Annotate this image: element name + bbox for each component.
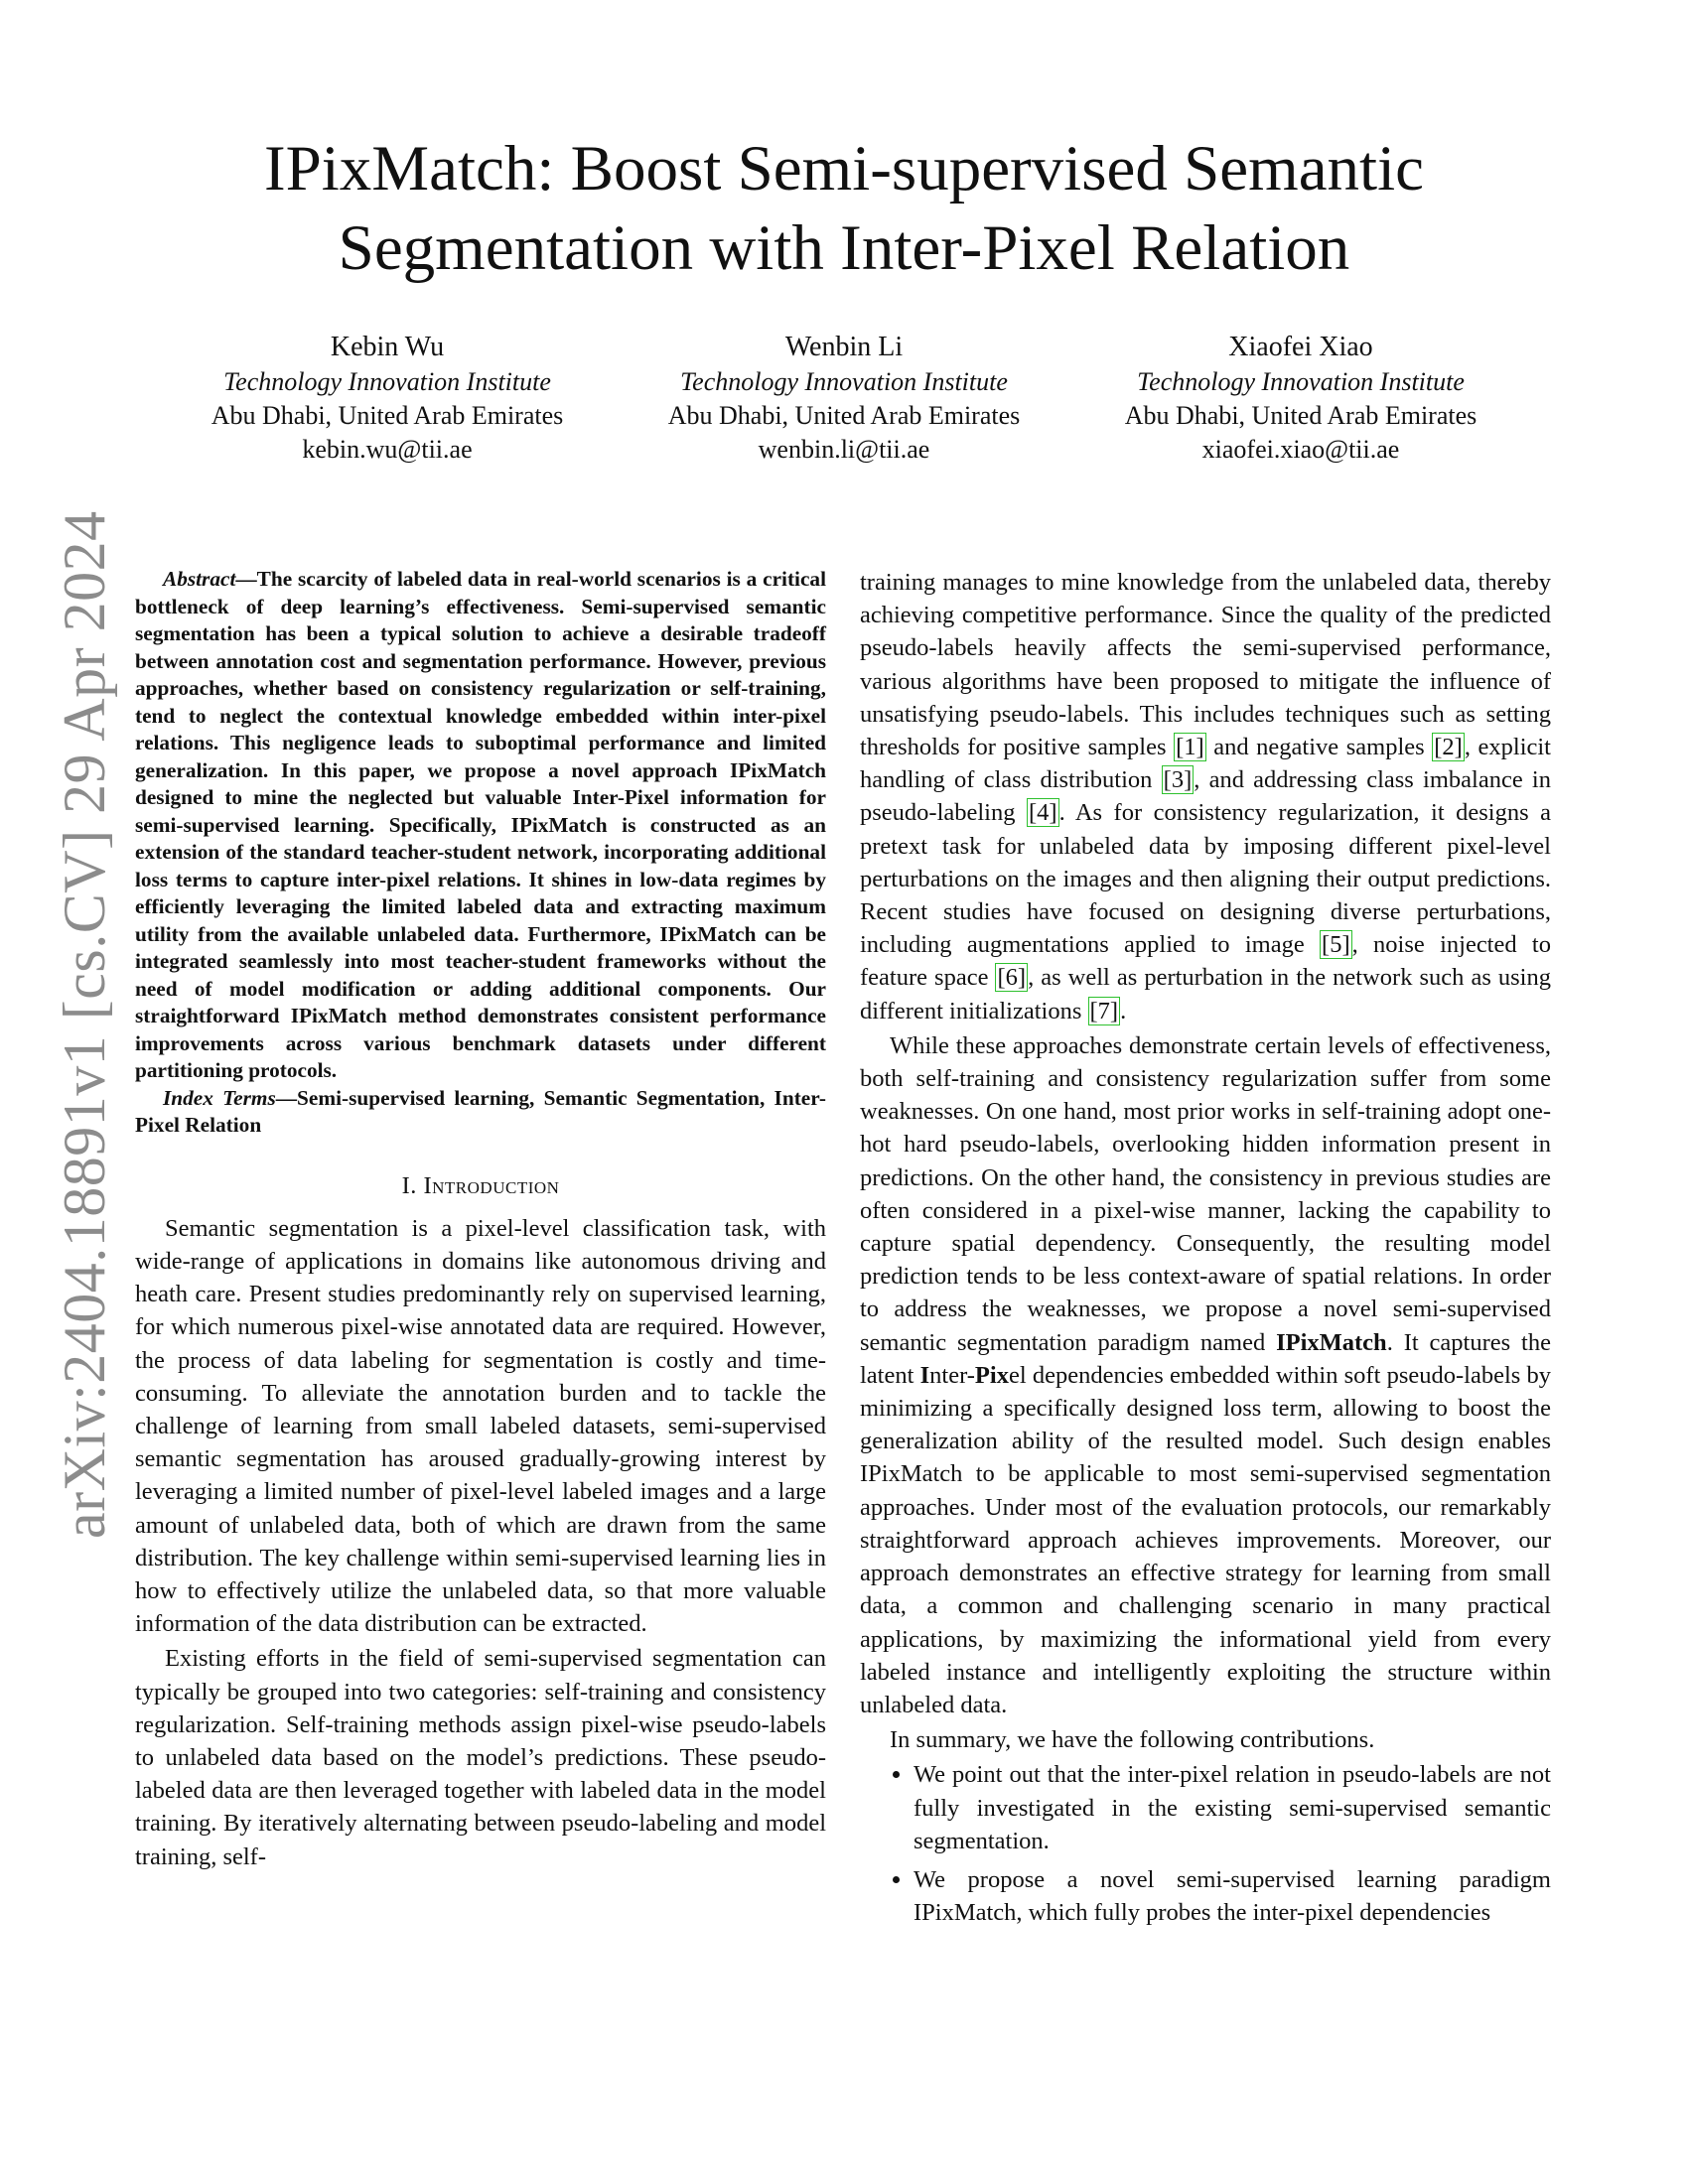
paragraph-text: . [1120, 997, 1127, 1024]
paragraph-text: , as well as perturbation in the network such as using different initializations [860, 964, 1551, 1024]
index-terms-body: —Semi-supervised learning, Semantic Segmentation, Inter-Pixel Relation [135, 1085, 826, 1137]
intro-paragraph-1: Semantic segmentation is a pixel-level classification task, with wide-range of applications in domains like autonomous driving and heath care. Present studies predominantly rely on supervised learning, for which numerous pixel-wise annotated data are required. However, the process of data labeling for segmentation is costly and time-consuming. To alleviate the annotation burden and to tackle the challenge of learning from small labeled datasets, semi-supervised semantic segmentation has aroused gradually-growing interest by leveraging a limited number of pixel-level labeled images and a large amount of unlabeled data, both of which are drawn from the same distribution. The key challenge within semi-supervised learning lies in how to effectively utilize the unlabeled data, so that more valuable information of the data distribution can be extracted. [135, 1214, 826, 1638]
author-institute: Technology Innovation Institute [223, 367, 551, 396]
author-name: Wenbin Li [784, 332, 904, 362]
paragraph-text: training manages to mine knowledge from the unlabeled data, thereby achieving competitive performance. Since the quality of the predicted pseudo-labels heavily affects the semi-supervised performance, various algorithms have been proposed to mitigate the influence of unsatisfying pseudo-labels. This includes techniques such as setting thresholds for positive samples [860, 569, 1551, 761]
paragraph-text: nter- [929, 1361, 975, 1389]
left-column [135, 566, 826, 1875]
section-heading-introduction [135, 1169, 826, 1202]
section-title: Introduction [423, 1171, 560, 1199]
citation-link[interactable]: [3] [1163, 766, 1193, 794]
paragraph-text: , and addressing class imbalance in pseudo-labeling [860, 766, 1551, 827]
paragraph-text: and negative samples [1205, 734, 1433, 761]
author-block [179, 330, 596, 467]
intro-paragraph-2: Existing efforts in the field of semi-supervised segmentation can typically be grouped into two categories: self-training and consistency regularization. Self-training methods assign pixel-wise pseudo-labels to unlabeled data based on the model’s predictions. These pseudo-labeled data are then leveraged together with labeled data in the model training. By iteratively alternating between pseudo-labeling and model training, self- [135, 1645, 826, 1870]
method-name: IPixMatch [1276, 1328, 1387, 1356]
author-location: Abu Dhabi, United Arab Emirates [211, 401, 564, 430]
index-terms [135, 1085, 826, 1140]
author-institute: Technology Innovation Institute [680, 367, 1008, 396]
abstract-body: —The scarcity of labeled data in real-world scenarios is a critical bottleneck of deep learning’s effectiveness. Semi-supervised semantic segmentation has been a typical solution to achieve a desirable tradeoff between annotation cost and segmentation performance. However, previous approaches, whether based on consistency regularization or self-training, tend to neglect the contextual knowledge embedded within inter-pixel relations. This negligence leads to suboptimal performance and limited generalization. In this paper, we propose a novel approach IPixMatch designed to mine the neglected but valuable Inter-Pixel information for semi-supervised learning. Specifically, IPixMatch is constructed as an extension of the standard teacher-student network, incorporating additional loss terms to capture inter-pixel relations. It shines in low-data regimes by efficiently leveraging the limited labeled data and extracting maximum utility from the available unlabeled data. Furthermore, IPixMatch can be integrated seamlessly into most teacher-student frameworks without the need of model modification or adding additional components. Our straightforward IPixMatch method demonstrates consistent performance improvements across various benchmark datasets under different partitioning protocols. [135, 567, 826, 1082]
author-email: wenbin.li@tii.ae [758, 435, 930, 464]
abstract-lead: Abstract [163, 567, 236, 591]
citation-link[interactable]: [6] [997, 964, 1027, 992]
paper-title [159, 129, 1529, 288]
contributions-list [860, 1758, 1551, 1929]
title-line-2: Segmentation with Inter-Pixel Relation [338, 212, 1350, 284]
intro-paragraph-3 [860, 1029, 1551, 1721]
author-block [1092, 330, 1509, 467]
paragraph-text: el dependencies embedded within soft pseudo-labels by minimizing a specifically designed loss term, allowing to boost the generalization ability of the resulted model. Such design enables IPixMatch to be applicable to most semi-supervised segmentation approaches. Under most of the evaluation protocols, our remarkably straightforward approach achieves improvements. Moreover, our approach demonstrates an effective strategy for learning from small data, a common and challenging scenario in many practical applications, by maximizing the informational yield from every labeled instance and intelligently exploiting the structure within unlabeled data. [860, 1361, 1551, 1718]
acronym-letters: Pix [974, 1361, 1009, 1389]
paragraph-text: While these approaches demonstrate certain levels of effectiveness, both self-training and consistency regularization suffer from some weaknesses. On one hand, most prior works in self-training adopt one-hot hard pseudo-labels, overlooking hidden information present in predictions. On the other hand, the consistency in previous studies are often considered in a pixel-wise manner, lacking the capability to capture spatial dependency. Consequently, the resulting model prediction tends to be less context-aware of spatial relations. In order to address the weaknesses, we propose a novel semi-supervised semantic segmentation paradigm named [860, 1031, 1551, 1356]
author-email: kebin.wu@tii.ae [302, 435, 473, 464]
intro-paragraph-2-continued [860, 566, 1551, 1027]
citation-link[interactable]: [5] [1322, 931, 1350, 959]
intro-paragraph-4: In summary, we have the following contributions. [890, 1726, 1375, 1754]
citation-link[interactable]: [2] [1434, 734, 1463, 761]
author-email: xiaofei.xiao@tii.ae [1201, 435, 1400, 464]
paragraph-text: , noise injected to feature space [860, 931, 1551, 992]
paragraph-text: . It captures the latent [860, 1328, 1551, 1389]
author-location: Abu Dhabi, United Arab Emirates [1124, 401, 1477, 430]
arxiv-identifier: arXiv:2404.18891v1 [cs.CV] 29 Apr 2024 [52, 510, 117, 1539]
paragraph-text: , explicit handling of class distribution [860, 734, 1551, 794]
author-list [179, 330, 1509, 467]
right-column [860, 566, 1551, 1935]
acronym-letter: I [919, 1361, 930, 1389]
paragraph-text: . As for consistency regularization, it designs a pretext task for unlabeled data by imposing different pixel-level perturbations on the images and then aligning their output predictions. Recent studies have focused on designing diverse perturbations, including augmentations applied to image [860, 799, 1551, 959]
author-name: Xiaofei Xiao [1228, 332, 1373, 362]
author-location: Abu Dhabi, United Arab Emirates [667, 401, 1021, 430]
citation-link[interactable]: [1] [1176, 734, 1204, 761]
citation-link[interactable]: [4] [1028, 799, 1057, 827]
contribution-item: • We propose a novel semi-supervised learning paradigm IPixMatch, which fully probes the inter-pixel dependencies [914, 1863, 1551, 1929]
author-institute: Technology Innovation Institute [1137, 367, 1465, 396]
index-terms-lead: Index Terms [163, 1085, 276, 1110]
author-name: Kebin Wu [330, 332, 445, 362]
title-line-1: IPixMatch: Boost Semi-supervised Semantic [263, 133, 1425, 205]
citation-link[interactable]: [7] [1089, 997, 1119, 1024]
abstract [135, 566, 826, 1085]
author-block [635, 330, 1053, 467]
section-number: I. [401, 1171, 417, 1199]
contribution-item: • We point out that the inter-pixel relation in pseudo-labels are not fully investigated in the existing semi-supervised semantic segmentation. [914, 1758, 1551, 1857]
